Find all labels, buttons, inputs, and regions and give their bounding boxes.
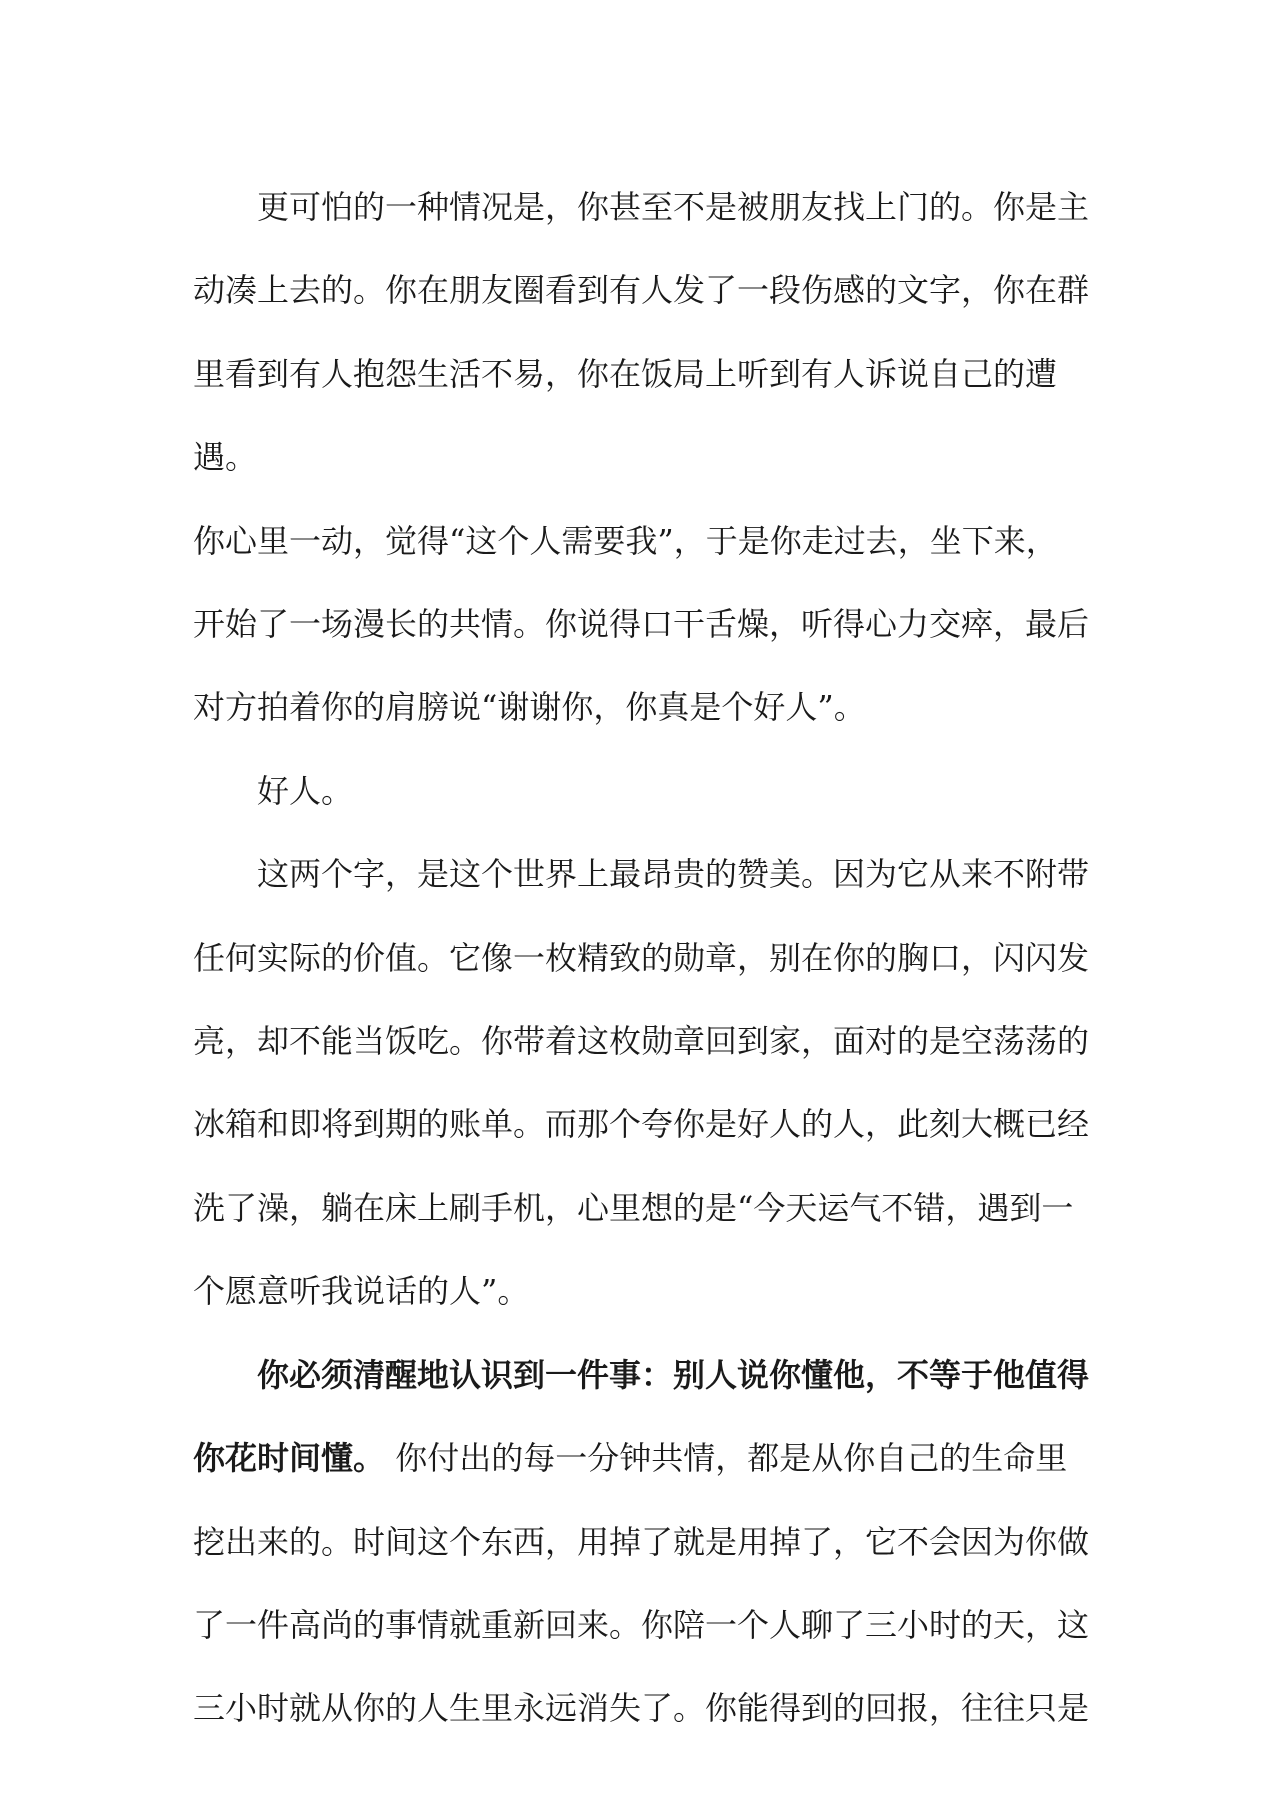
paragraph-line: 你付出的每一分钟共情，都是从你自己的生命里	[385, 1439, 1068, 1478]
body-text	[193, 166, 1093, 1751]
paragraph-line: 更可怕的一种情况是，你甚至不是被朋友找上门的。你是主	[193, 188, 1090, 226]
paragraph-line: 开始了一场漫长的共情。你说得口干舌燥，听得心力交瘁，最后	[193, 605, 1090, 644]
paragraph-line: 洗了澡，躺在床上刷手机，心里想的是“今天运气不错，遇到一	[193, 1188, 1074, 1227]
paragraph-line: 个愿意听我说话的人”。	[193, 1272, 530, 1311]
paragraph-line: 这两个字，是这个世界上最昂贵的赞美。因为它从来不附带	[193, 855, 1090, 894]
paragraph-line: 任何实际的价值。它像一枚精致的勋章，别在你的胸口，闪闪发	[193, 938, 1090, 977]
paragraph-line: 你心里一动，觉得“这个人需要我”，于是你走过去，坐下来，	[193, 521, 1058, 560]
paragraph-line: 三小时就从你的人生里永远消失了。你能得到的回报，往往只是	[193, 1689, 1090, 1728]
paragraph-line: 挖出来的。时间这个东西，用掉了就是用掉了，它不会因为你做	[193, 1522, 1090, 1561]
bold-emphasis-line: 你花时间懂。	[193, 1439, 386, 1478]
paragraph-line: 好人。	[193, 771, 354, 810]
paragraph-line: 动凑上去的。你在朋友圈看到有人发了一段伤感的文字，你在群	[193, 271, 1090, 310]
paragraph-line: 了一件高尚的事情就重新回来。你陪一个人聊了三小时的天，这	[193, 1605, 1090, 1644]
paragraph-line: 冰箱和即将到期的账单。而那个夸你是好人的人，此刻大概已经	[193, 1105, 1090, 1144]
paragraph-line: 里看到有人抱怨生活不易，你在饭局上听到有人诉说自己的遭遇。	[193, 354, 1058, 477]
paragraph-line: 亮，却不能当饭吃。你带着这枚勋章回到家，面对的是空荡荡的	[193, 1022, 1090, 1061]
paragraph-line: 对方拍着你的肩膀说“谢谢你，你真是个好人”。	[193, 688, 866, 727]
bold-emphasis-line: 你必须清醒地认识到一件事：别人说你懂他，不等于他值得	[193, 1355, 1090, 1394]
